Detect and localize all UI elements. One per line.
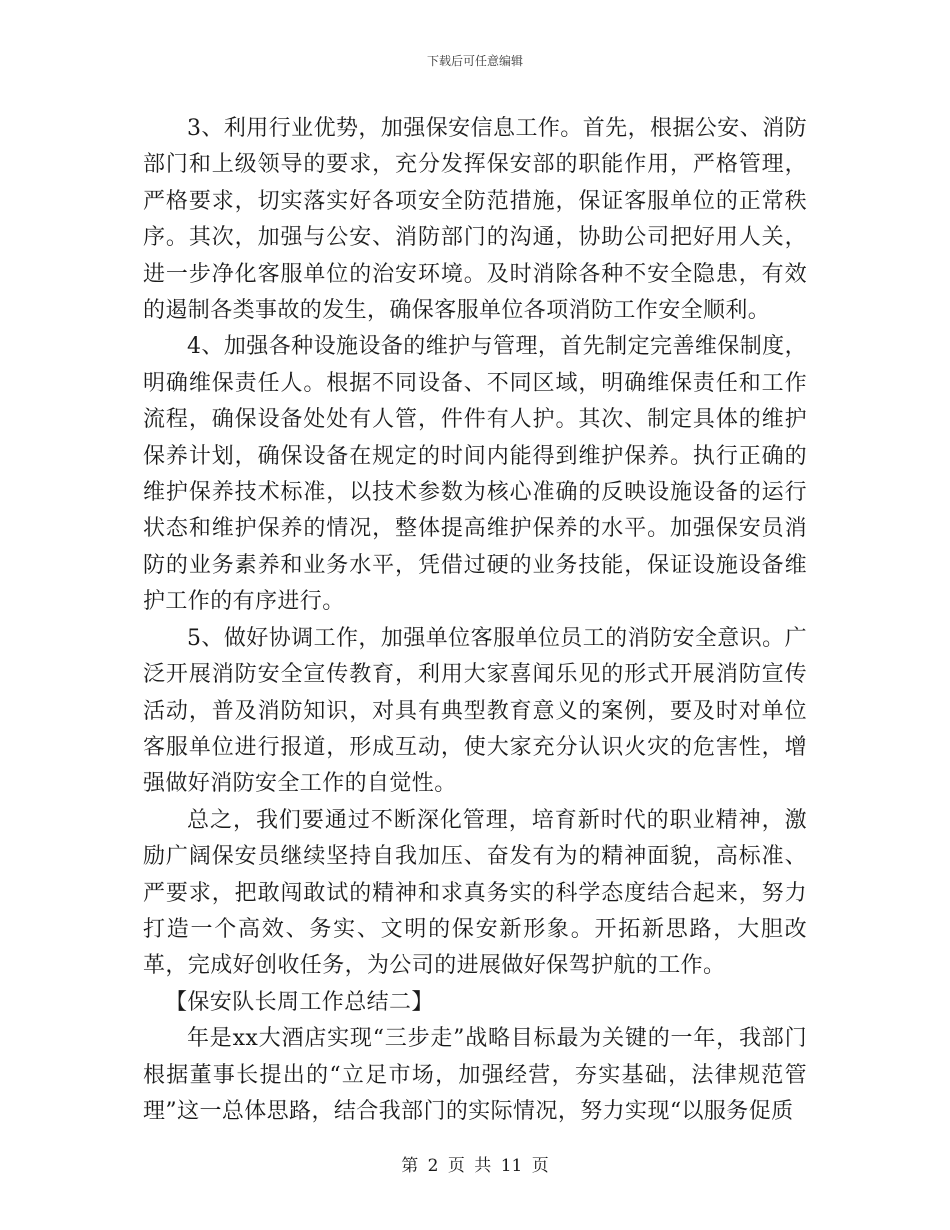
section-title: 【保安队长周工作总结二】 — [165, 989, 434, 1015]
paragraph-summary: 总之，我们要通过不断深化管理，培育新时代的职业精神，激励广阔保安员继续坚持自我加压、奋发有为的精神面貌，高标准、严要求，把敢闯敢试的精神和求真务实的科学态度结合起来，努力打造一个高效、务实、文明的保安新形象。开拓新思路，大胆改革，完成好创收任务，为公司的进展做好保驾护航的工作。 — [143, 807, 807, 979]
paragraph-item-4: 4、加强各种设施设备的维护与管理，首先制定完善维保制度，明确维保责任人。根据不同设备、不同区域，明确维保责任和工作流程，确保设备处处有人管，件件有人护。其次、制定具体的维护保养计划，确保设备在规定的时间内能得到维护保养。执行正确的维护保养技术标准，以技术参数为核心准确的反映设施设备的运行状态和维护保养的情况，整体提高维护保养的水平。加强保安员消防的业务素养和业务水平，凭借过硬的业务技能，保证设施设备维护工作的有序进行。 — [143, 334, 807, 615]
page-header-note: 下载后可任意编辑 — [426, 54, 523, 68]
document-body — [143, 111, 807, 1130]
paragraph-item-5: 5、做好协调工作，加强单位客服单位员工的消防安全意识。广泛开展消防安全宣传教育，利用大家喜闻乐见的形式开展消防宣传活动，普及消防知识，对具有典型教育意义的案例，要及时对单位客服单位进行报道，形成互动，使大家充分认识火灾的危害性，增强做好消防安全工作的自觉性。 — [143, 625, 807, 797]
paragraph-closing: 年是xx大酒店实现“三步走”战略目标最为关键的一年，我部门根据董事长提出的“立足市场，加强经营，夯实基础，法律规范管理”这一总体思路，结合我部门的实际情况，努力实现“以服务促质 — [143, 1026, 807, 1124]
page-number-footer: 第 2 页 共 11 页 — [401, 1156, 549, 1176]
paragraph-item-3: 3、利用行业优势，加强保安信息工作。首先，根据公安、消防部门和上级领导的要求，充分发挥保安部的职能作用，严格管理，严格要求，切实落实好各项安全防范措施，保证客服单位的正常秩序。其次，加强与公安、消防部门的沟通，协助公司把好用人关，进一步净化客服单位的治安环境。及时消除各种不安全隐患，有效的遏制各类事故的发生，确保客服单位各项消防工作安全顺利。 — [143, 116, 807, 324]
